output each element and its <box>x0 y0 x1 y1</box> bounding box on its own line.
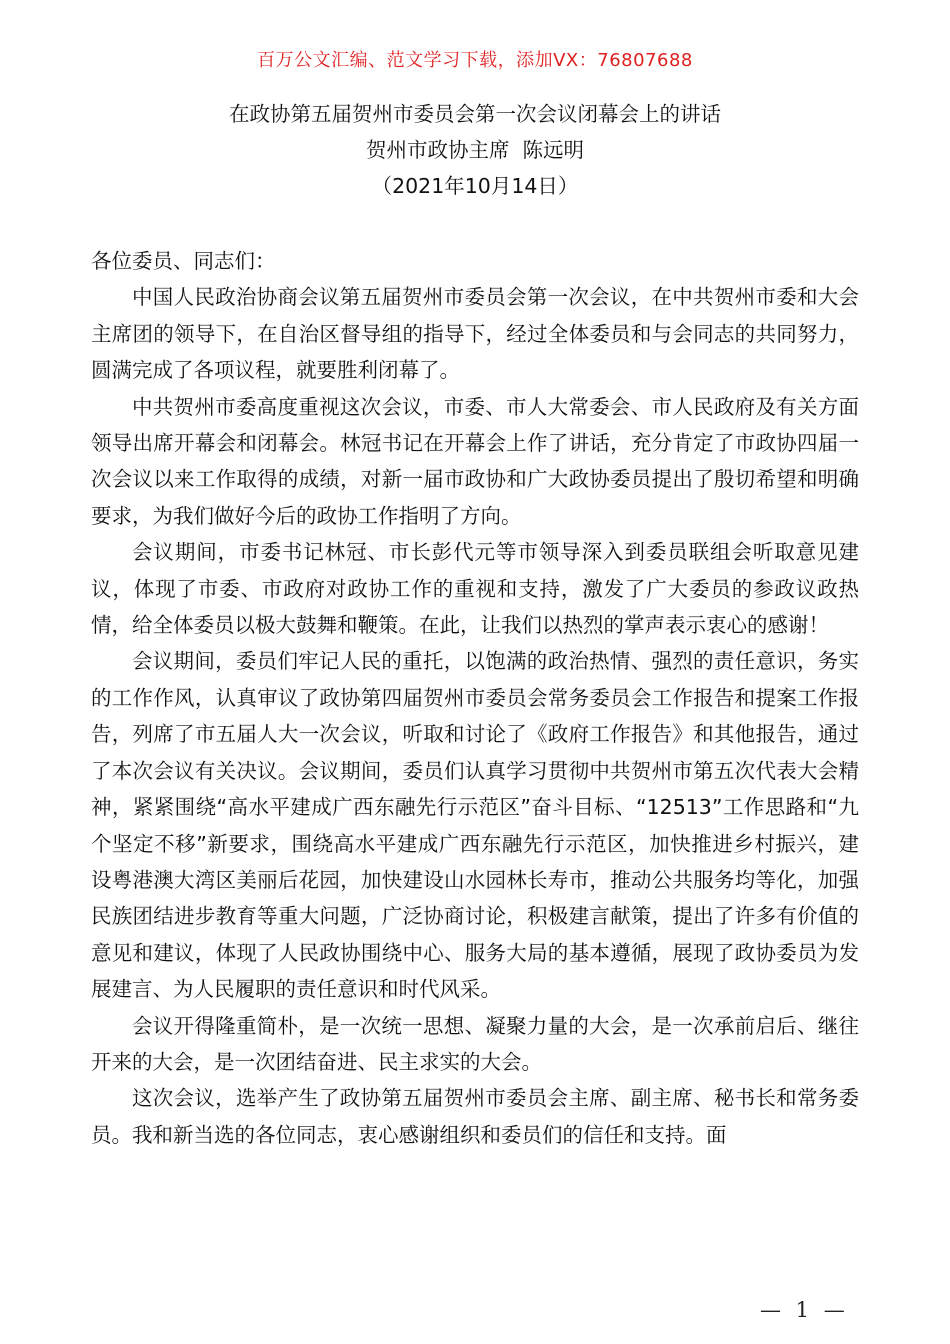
speech-body <box>91 243 859 1153</box>
paragraph: 会议期间，委员们牢记人民的重托，以饱满的政治热情、强烈的责任意识，务实的工作作风，认真审议了政协第四届贺州市委员会常务委员会工作报告和提案工作报告，列席了市五届人大一次会议，听取和讨论了《政府工作报告》和其他报告，通过了本次会议有关决议。会议期间，委员们认真学习贯彻中共贺州市第五次代表大会精神，紧紧围绕“高水平建成广西东融先行示范区”奋斗目标、“12513”工作思路和“九个坚定不移”新要求，围绕高水平建成广西东融先行示范区，加快推进乡村振兴，建设粤港澳大湾区美丽后花园，加快建设山水园林长寿市，推动公共服务均等化，加强民族团结进步教育等重大问题，广泛协商讨论，积极建言献策，提出了许多有价值的意见和建议，体现了人民政协围绕中心、服务大局的基本遵循，展现了政协委员为发展建言、为人民履职的责任意识和时代风采。 <box>91 649 859 1002</box>
page-number: — 1 — <box>760 1298 849 1322</box>
paragraph: 中国人民政治协商会议第五届贺州市委员会第一次会议，在中共贺州市委和大会主席团的领导下，在自治区督导组的指导下，经过全体委员和与会同志的共同努力，圆满完成了各项议程，就要胜利闭幕了。 <box>91 285 859 383</box>
paragraph: 会议开得隆重简朴，是一次统一思想、凝聚力量的大会，是一次承前启后、继往开来的大会，是一次团结奋进、民主求实的大会。 <box>91 1013 859 1074</box>
speech-title: 在政协第五届贺州市委员会第一次会议闭幕会上的讲话 <box>229 102 721 126</box>
speaker-line: 贺州市政协主席 陈远明 <box>365 138 585 162</box>
paragraph: 中共贺州市委高度重视这次会议，市委、市人大常委会、市人民政府及有关方面领导出席开幕会和闭幕会。林冠书记在开幕会上作了讲话，充分肯定了市政协四届一次会议以来工作取得的成绩，对新一届市政协和广大政协委员提出了殷切希望和明确要求，为我们做好今后的政协工作指明了方向。 <box>91 394 859 528</box>
title-block <box>0 96 950 204</box>
promo-banner: 百万公文汇编、范文学习下载，添加VX：76807688 <box>257 50 693 71</box>
paragraph: 这次会议，选举产生了政协第五届贺州市委员会主席、副主席、秘书长和常务委员。我和新当选的各位同志，衷心感谢组织和委员们的信任和支持。面 <box>91 1086 859 1147</box>
speech-date: （2021年10月14日） <box>371 174 579 198</box>
paragraph: 会议期间，市委书记林冠、市长彭代元等市领导深入到委员联组会听取意见建议，体现了市委、市政府对政协工作的重视和支持，激发了广大委员的参政议政热情，给全体委员以极大鼓舞和鞭策。在此，让我们以热烈的掌声表示衷心的感谢！ <box>91 540 859 638</box>
salutation: 各位委员、同志们： <box>91 249 276 273</box>
